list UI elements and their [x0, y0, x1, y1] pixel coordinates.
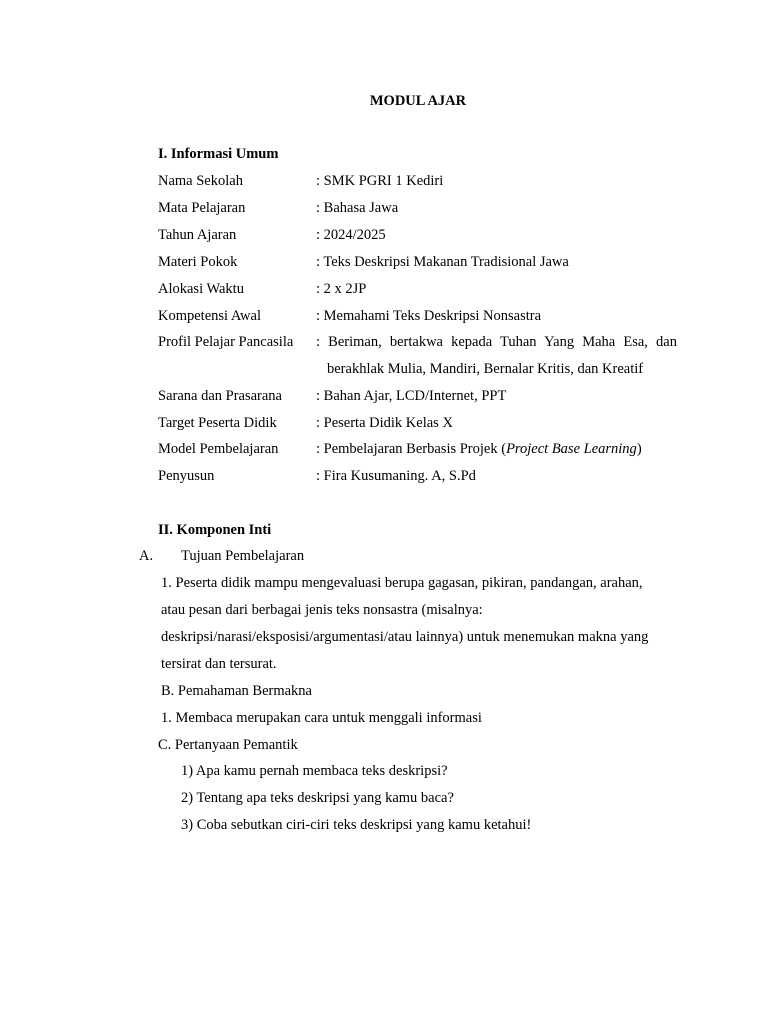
info-value: : 2 x 2JP — [316, 281, 367, 297]
document-title: MODUL AJAR — [369, 93, 467, 109]
paragraph-line: deskripsi/narasi/eksposisi/argumentasi/atau lainnya) untuk menemukan makna yang — [161, 629, 649, 645]
list-item: 2) Tentang apa teks deskripsi yang kamu baca? — [181, 790, 454, 806]
info-label: Profil Pelajar Pancasila — [158, 334, 294, 350]
info-label: Sarana dan Prasarana — [158, 388, 282, 404]
subsection-title-pertanyaan: C. Pertanyaan Pemantik — [158, 737, 298, 753]
info-row-kompetensi-awal — [158, 308, 678, 328]
info-value: : Fira Kusumaning. A, S.Pd — [316, 468, 476, 484]
info-value-continuation: berakhlak Mulia, Mandiri, Bernalar Kritis, dan Kreatif — [327, 361, 644, 377]
info-value: : Bahan Ajar, LCD/Internet, PPT — [316, 388, 507, 404]
info-row-tahun-ajaran — [158, 227, 678, 247]
info-row-target-peserta-didik — [158, 415, 678, 435]
subsection-label-a: A. — [139, 548, 154, 564]
info-row-alokasi-waktu — [158, 281, 678, 301]
info-value — [316, 441, 642, 458]
info-label: Mata Pelajaran — [158, 200, 246, 216]
subsection-title-tujuan: Tujuan Pembelajaran — [181, 548, 305, 564]
info-value: : Peserta Didik Kelas X — [316, 415, 453, 431]
section-heading-komponen-inti: II. Komponen Inti — [158, 522, 272, 538]
info-value: : 2024/2025 — [316, 227, 386, 243]
info-value: : SMK PGRI 1 Kediri — [316, 173, 444, 189]
info-label: Alokasi Waktu — [158, 281, 244, 297]
info-row-mata-pelajaran — [158, 200, 678, 220]
info-row-penyusun — [158, 468, 678, 488]
info-label: Materi Pokok — [158, 254, 238, 270]
info-row-nama-sekolah — [158, 173, 678, 193]
info-value: : Beriman, bertakwa kepada Tuhan Yang Maha Esa, dan — [316, 334, 677, 350]
paragraph-line: 1. Membaca merupakan cara untuk menggali informasi — [161, 710, 482, 726]
info-label: Nama Sekolah — [158, 173, 243, 189]
paragraph-line: 1. Peserta didik mampu mengevaluasi berupa gagasan, pikiran, pandangan, arahan, — [161, 575, 643, 591]
info-value-italic: Project Base Learning — [506, 441, 637, 457]
info-row-sarana-prasarana — [158, 388, 678, 408]
info-row-materi-pokok — [158, 254, 678, 274]
subsection-title-pemahaman: B. Pemahaman Bermakna — [161, 683, 312, 699]
info-value: : Memahami Teks Deskripsi Nonsastra — [316, 308, 542, 324]
info-row-profil-pelajar-pancasila — [158, 334, 678, 354]
paragraph-line: tersirat dan tersurat. — [161, 656, 277, 672]
list-item: 1) Apa kamu pernah membaca teks deskripsi? — [181, 763, 448, 779]
info-label: Model Pembelajaran — [158, 441, 279, 457]
paragraph-line: atau pesan dari berbagai jenis teks nonsastra (misalnya: — [161, 602, 483, 618]
info-value: : Teks Deskripsi Makanan Tradisional Jawa — [316, 254, 569, 270]
info-label: Target Peserta Didik — [158, 415, 277, 431]
info-label: Kompetensi Awal — [158, 308, 261, 324]
info-value-end: ) — [636, 441, 642, 457]
info-label: Penyusun — [158, 468, 215, 484]
info-row-model-pembelajaran — [158, 441, 678, 461]
info-label: Tahun Ajaran — [158, 227, 237, 243]
list-item: 3) Coba sebutkan ciri-ciri teks deskripsi yang kamu ketahui! — [181, 817, 532, 833]
section-heading-informasi-umum: I. Informasi Umum — [158, 146, 279, 162]
info-value-text: : Pembelajaran Berbasis Projek ( — [316, 441, 507, 457]
info-value: : Bahasa Jawa — [316, 200, 399, 216]
